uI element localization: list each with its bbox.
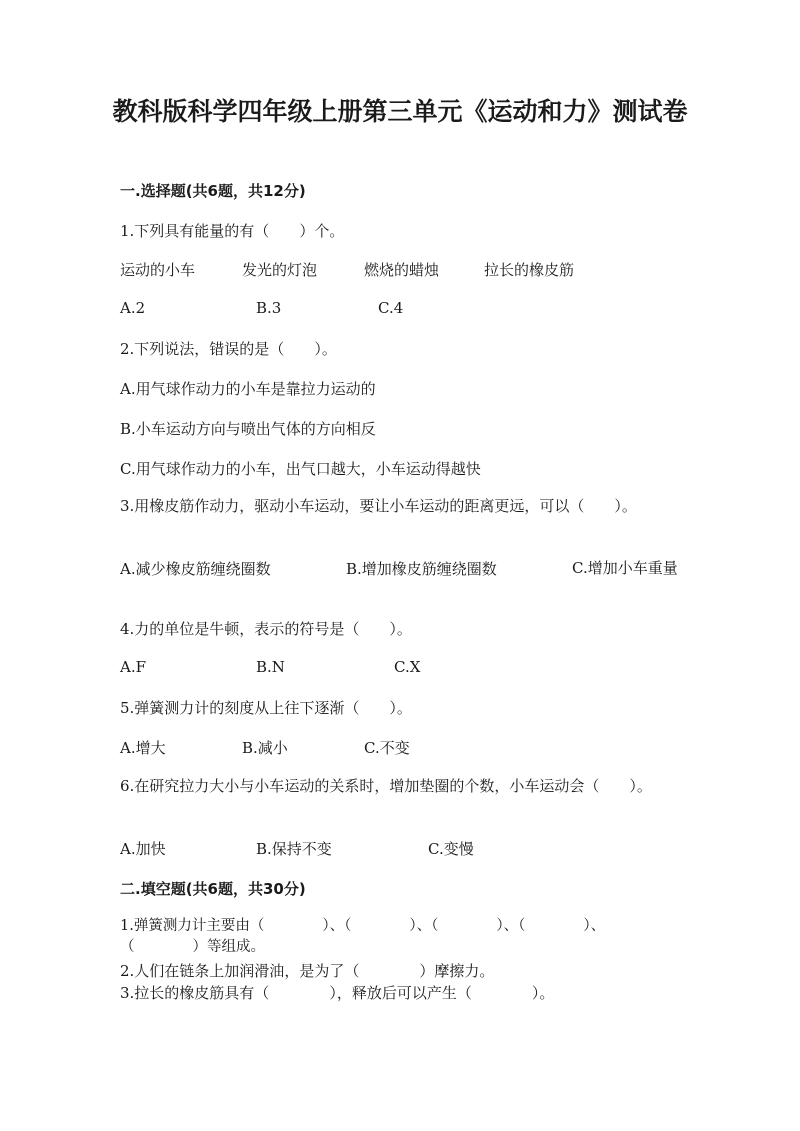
- option-a: A.用气球作动力的小车是靠拉力运动的: [120, 380, 376, 398]
- question-4-stem: 4.力的单位是牛顿，表示的符号是（ ）。: [120, 620, 412, 638]
- fill-question-3: 3.拉长的橡皮筋具有（ ），释放后可以产生（ ）。: [120, 984, 555, 1002]
- option-c: C.4: [378, 299, 404, 317]
- option-b: B.减小: [242, 739, 288, 757]
- question-5-stem: 5.弹簧测力计的刻度从上往下逐渐（ ）。: [120, 699, 412, 717]
- question-1-item: 运动的小车: [120, 261, 196, 279]
- option-b: B.N: [256, 658, 285, 676]
- question-3-stem: 3.用橡皮筋作动力，驱动小车运动，要让小车运动的距离更远，可以（ ）。: [120, 497, 637, 515]
- option-b: B.保持不变: [256, 840, 332, 858]
- option-a: A.增大: [120, 739, 166, 757]
- option-b: B.小车运动方向与喷出气体的方向相反: [120, 420, 376, 438]
- question-6-stem: 6.在研究拉力大小与小车运动的关系时，增加垫圈的个数，小车运动会（ ）。: [120, 777, 652, 795]
- option-c: C.增加小车重量: [572, 559, 678, 577]
- option-a: A.加快: [120, 840, 166, 858]
- option-c: C.X: [394, 658, 421, 676]
- option-a: A.2: [120, 299, 146, 317]
- question-1-stem: 1.下列具有能量的有（ ）个。: [120, 222, 345, 240]
- option-b: B.增加橡皮筋缠绕圈数: [346, 560, 497, 578]
- section-heading-choice: 一.选择题(共6题，共12分): [120, 182, 306, 200]
- option-c: C.变慢: [428, 840, 474, 858]
- question-1-item: 拉长的橡皮筋: [484, 261, 575, 279]
- section-heading-fill: 二.填空题(共6题，共30分): [120, 880, 306, 898]
- option-a: A.F: [120, 658, 147, 676]
- question-1-item: 燃烧的蜡烛: [364, 261, 440, 279]
- fill-question-1: 1.弹簧测力计主要由（ ）、（ ）、（ ）、（ ）、（ ）等组成。: [120, 918, 606, 955]
- page-title: 教科版科学四年级上册第三单元《运动和力》测试卷: [112, 97, 688, 126]
- option-b: B.3: [256, 299, 282, 317]
- fill-question-2: 2.人们在链条上加润滑油，是为了（ ）摩擦力。: [120, 962, 495, 980]
- option-a: A.减少橡皮筋缠绕圈数: [120, 560, 271, 578]
- question-2-stem: 2.下列说法，错误的是（ ）。: [120, 340, 337, 358]
- option-c: C.用气球作动力的小车，出气口越大，小车运动得越快: [120, 460, 481, 478]
- option-c: C.不变: [364, 739, 410, 757]
- question-1-item: 发光的灯泡: [242, 261, 318, 279]
